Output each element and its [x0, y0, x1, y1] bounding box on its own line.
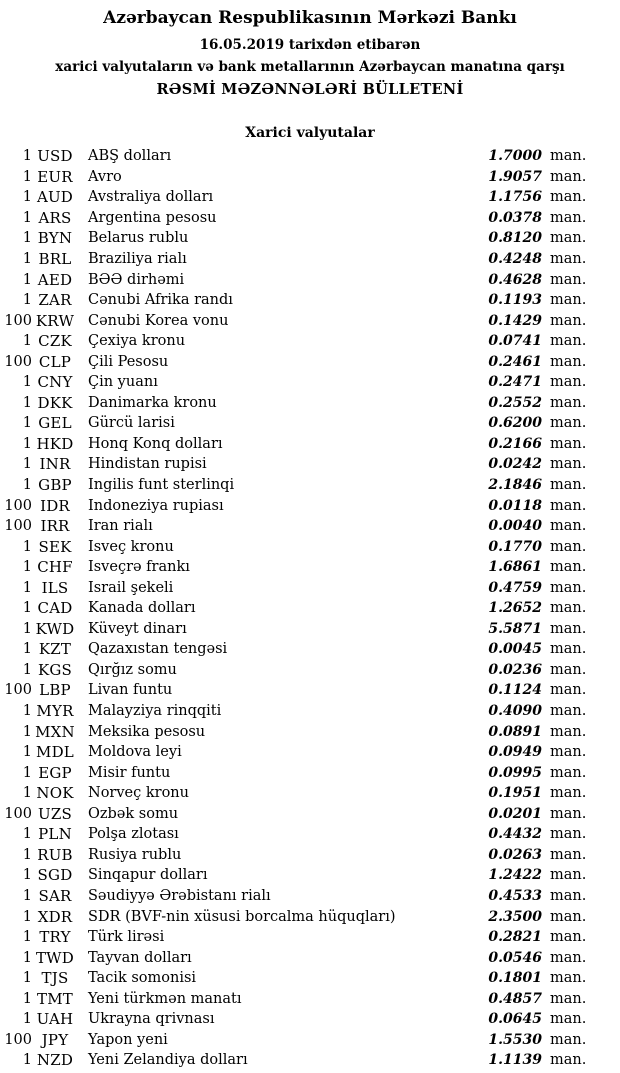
rate-qty: 1 [22, 189, 32, 206]
rate-qty: 1 [22, 846, 32, 863]
rate-unit: man. [550, 251, 587, 267]
currency-code: KWD [35, 619, 75, 638]
rate-qty: 1 [22, 209, 32, 226]
rates-table [0, 146, 620, 1071]
rate-unit: man. [550, 230, 587, 247]
table-row [4, 721, 587, 742]
rate-qty: 1 [22, 168, 32, 185]
rate-value: 0.0891 [488, 723, 542, 740]
currency-name: Özbək somu [88, 805, 179, 822]
rate-value: 0.1801 [488, 970, 542, 987]
currency-code: IDR [40, 496, 70, 515]
rate-value: 2.3500 [488, 908, 542, 925]
rate-value: 0.0040 [488, 518, 542, 535]
rate-unit: man. [550, 559, 587, 576]
currency-name: İndoneziya rupiası [88, 497, 224, 514]
table-row [4, 269, 587, 290]
rate-value: 0.4857 [488, 990, 542, 1007]
rate-value: 0.4759 [488, 579, 542, 596]
rate-qty: 100 [4, 1031, 32, 1048]
rate-qty: 100 [4, 518, 32, 535]
rate-qty: 1 [22, 990, 32, 1007]
rate-qty: 100 [4, 682, 32, 699]
currency-name: Moldova leyi [88, 744, 182, 761]
rate-unit: man. [550, 641, 587, 658]
currency-code: XDR [37, 907, 73, 926]
currency-name: Norveç kronu [88, 785, 189, 802]
currency-name: Livan funtu [88, 682, 173, 699]
section-title-foreign-currencies: Xarici valyutalar [245, 125, 375, 141]
rate-unit: man. [550, 949, 587, 966]
currency-name: Tayvan dolları [88, 949, 192, 966]
rate-value: 0.1770 [488, 538, 542, 555]
currency-code: IRR [40, 517, 70, 536]
rate-value: 1.9057 [488, 168, 542, 185]
rate-qty: 1 [22, 559, 32, 576]
rate-qty: 1 [22, 230, 32, 247]
currency-code: EUR [37, 167, 73, 186]
table-row [4, 804, 587, 825]
rate-value: 0.0546 [488, 949, 542, 966]
rate-value: 0.0236 [488, 661, 542, 678]
table-row [4, 886, 587, 907]
rate-qty: 1 [22, 744, 32, 761]
rate-value: 2.1846 [488, 477, 542, 494]
rate-qty: 1 [22, 579, 32, 596]
rate-qty: 1 [22, 394, 32, 411]
rate-value: 0.4533 [488, 887, 542, 904]
currency-name: Braziliya rialı [88, 251, 187, 267]
currency-code: TJS [41, 969, 69, 988]
table-row [4, 824, 587, 845]
currency-name: Ukrayna qrivnası [88, 1011, 215, 1028]
rate-qty: 1 [22, 887, 32, 904]
rate-unit: man. [550, 990, 587, 1007]
table-row [4, 187, 587, 208]
table-row [4, 536, 587, 557]
rate-unit: man. [550, 620, 587, 637]
rate-qty: 100 [4, 312, 32, 329]
rate-unit: man. [550, 929, 587, 946]
rate-qty: 100 [4, 497, 32, 514]
currency-name: Çexiya kronu [88, 333, 186, 350]
table-row [4, 290, 587, 311]
currency-name: Səudiyyə Ərəbistanı rialı [88, 887, 271, 904]
currency-name: Gürcü larisi [88, 415, 175, 432]
table-row [4, 639, 587, 660]
rate-unit: man. [550, 764, 587, 781]
rate-unit: man. [550, 477, 587, 494]
rate-unit: man. [550, 785, 587, 802]
currency-name: Avstraliya dolları [88, 189, 214, 206]
currency-name: Belarus rublu [88, 230, 189, 247]
table-row [4, 557, 587, 578]
table-row [4, 988, 587, 1009]
rate-unit: man. [550, 1052, 587, 1069]
currency-code: NOK [36, 784, 74, 803]
table-row [4, 331, 587, 352]
currency-code: SGD [37, 866, 73, 885]
currency-code: DKK [37, 393, 73, 412]
rate-value: 0.0263 [488, 846, 542, 863]
currency-code: TWD [35, 948, 75, 967]
table-row [4, 968, 587, 989]
currency-code: TMT [37, 989, 73, 1008]
table-row [4, 516, 587, 537]
rate-unit: man. [550, 271, 587, 288]
rate-qty: 1 [22, 620, 32, 637]
rate-value: 0.0118 [488, 497, 542, 514]
currency-name: Cənubi Afrika randı [88, 292, 233, 309]
rate-qty: 1 [22, 764, 32, 781]
rate-unit: man. [550, 887, 587, 904]
table-row [4, 1009, 587, 1030]
table-row [4, 413, 587, 434]
rate-value: 1.5530 [488, 1031, 542, 1048]
rate-unit: man. [550, 867, 587, 884]
currency-code: BRL [38, 250, 72, 268]
currency-name: Cənubi Korea vonu [88, 312, 229, 329]
rate-value: 0.2471 [488, 374, 542, 391]
rate-qty: 1 [22, 949, 32, 966]
currency-name: Argentina pesosu [88, 209, 217, 226]
table-row [4, 598, 587, 619]
currency-code: KRW [35, 311, 75, 330]
currency-name: Honq Konq dolları [88, 435, 223, 452]
currency-code: INR [39, 455, 71, 474]
currency-code: NZD [36, 1051, 74, 1070]
currency-name: Rusiya rublu [88, 846, 182, 863]
rate-unit: man. [550, 805, 587, 822]
currency-code: CLP [38, 352, 72, 371]
currency-code: HKD [36, 434, 74, 453]
currency-code: TRY [39, 928, 71, 947]
rate-qty: 1 [22, 785, 32, 802]
rate-value: 0.0378 [488, 209, 542, 226]
currency-name: Sinqapur dolları [88, 867, 208, 884]
table-row [4, 167, 587, 188]
currency-code: SEK [38, 537, 72, 556]
currency-code: USD [37, 147, 73, 166]
table-row [4, 906, 587, 927]
currency-code: MDL [36, 743, 74, 762]
rate-value: 0.0741 [488, 333, 542, 350]
rate-unit: man. [550, 148, 587, 165]
currency-name: Kanada dolları [88, 600, 196, 617]
bank-name-heading: Azərbaycan Respublikasının Mərkəzi Bankı [103, 8, 517, 28]
table-row [4, 372, 587, 393]
table-row [4, 228, 587, 249]
rate-value: 1.6861 [488, 559, 542, 576]
table-row [4, 146, 587, 167]
currency-code: KZT [38, 640, 72, 659]
rate-unit: man. [550, 353, 587, 370]
currency-code: CHF [37, 558, 73, 577]
rate-value: 1.2422 [488, 867, 542, 884]
table-row [4, 927, 587, 948]
currency-code: UAH [36, 1010, 74, 1029]
currency-name: Çin yuanı [88, 374, 158, 391]
rate-qty: 1 [22, 867, 32, 884]
currency-name: Misir funtu [88, 764, 171, 781]
rate-qty: 1 [22, 908, 32, 925]
table-row [4, 1030, 587, 1051]
currency-name: Polşa zlotası [88, 826, 179, 843]
table-row [4, 947, 587, 968]
rate-unit: man. [550, 682, 587, 699]
rate-value: 0.0045 [488, 641, 542, 658]
rate-value: 5.5871 [488, 620, 542, 637]
rate-value: 0.4090 [488, 703, 542, 720]
currency-code: CZK [38, 332, 72, 351]
rate-value: 0.1429 [488, 312, 542, 329]
currency-code: ARS [38, 208, 72, 227]
currency-name: Avro [88, 168, 122, 185]
rate-unit: man. [550, 1011, 587, 1028]
currency-name: Qazaxıstan tengəsi [88, 641, 228, 658]
rate-value: 1.1139 [488, 1052, 542, 1069]
rate-value: 0.0242 [488, 456, 542, 473]
rate-value: 0.1951 [488, 785, 542, 802]
rate-unit: man. [550, 846, 587, 863]
currency-name: Yapon yeni [88, 1031, 168, 1048]
rate-unit: man. [550, 970, 587, 987]
rate-unit: man. [550, 723, 587, 740]
bulletin-subtitle: xarici valyutaların və bank metallarının Azərbaycan manatına qarşı [55, 59, 565, 75]
currency-code: MYR [36, 702, 74, 721]
rate-value: 0.4248 [488, 251, 542, 267]
currency-name: ABŞ dolları [88, 148, 172, 165]
table-row [4, 208, 587, 229]
rate-value: 0.0645 [488, 1011, 542, 1028]
currency-name: İran rialı [88, 518, 153, 535]
rate-value: 0.0949 [488, 744, 542, 761]
rate-unit: man. [550, 435, 587, 452]
table-row [4, 393, 587, 414]
currency-name: Qırğız somu [88, 661, 177, 678]
currency-code: AUD [36, 188, 74, 207]
rate-qty: 1 [22, 1052, 32, 1069]
rate-unit: man. [550, 312, 587, 329]
rate-value: 0.1124 [488, 682, 542, 699]
rate-unit: man. [550, 374, 587, 391]
rate-qty: 1 [22, 929, 32, 946]
rate-value: 0.0995 [488, 764, 542, 781]
currency-code: CNY [37, 373, 73, 392]
rate-unit: man. [550, 415, 587, 432]
currency-code: GBP [38, 476, 72, 495]
currency-name: BƏƏ dirhəmi [88, 271, 185, 288]
currency-name: Danimarka kronu [88, 394, 217, 411]
currency-name: Küveyt dinarı [88, 620, 187, 637]
currency-code: GEL [38, 414, 72, 433]
currency-code: AED [37, 270, 73, 289]
table-row [4, 454, 587, 475]
rate-unit: man. [550, 538, 587, 555]
currency-code: ZAR [38, 291, 72, 310]
currency-code: RUB [37, 845, 73, 864]
rate-unit: man. [550, 908, 587, 925]
rate-unit: man. [550, 168, 587, 185]
rate-unit: man. [550, 600, 587, 617]
rate-unit: man. [550, 209, 587, 226]
rate-value: 0.4628 [488, 271, 542, 288]
rate-unit: man. [550, 394, 587, 411]
rate-value: 0.6200 [488, 415, 542, 432]
rate-value: 0.2552 [488, 394, 542, 411]
bulletin-title: RƏSMİ MƏZƏNNƏLƏRİ BÜLLETENİ [156, 81, 464, 98]
rate-unit: man. [550, 497, 587, 514]
rate-qty: 1 [22, 826, 32, 843]
currency-name: İngilis funt sterlinqi [88, 477, 235, 494]
table-row [4, 742, 587, 763]
rate-qty: 1 [22, 538, 32, 555]
rate-unit: man. [550, 1031, 587, 1048]
rate-qty: 1 [22, 251, 32, 267]
rate-unit: man. [550, 826, 587, 843]
rate-unit: man. [550, 661, 587, 678]
currency-code: SAR [38, 886, 72, 905]
currency-name: Çili Pesosu [88, 353, 169, 370]
table-row [4, 310, 587, 331]
effective-date-line: 16.05.2019 tarixdən etibarən [199, 37, 421, 53]
currency-code: KGS [37, 660, 73, 679]
currency-name: Türk lirəsi [88, 929, 165, 946]
table-row [4, 1050, 587, 1071]
rate-value: 0.2821 [488, 929, 542, 946]
currency-name: İsveç kronu [88, 538, 174, 555]
rate-qty: 1 [22, 661, 32, 678]
rate-unit: man. [550, 189, 587, 206]
rate-value: 0.1193 [488, 292, 542, 309]
currency-name: Tacik somonisi [88, 970, 197, 987]
currency-name: Yeni Zelandiya dolları [88, 1052, 248, 1069]
rate-qty: 100 [4, 805, 32, 822]
table-row [4, 701, 587, 722]
rate-qty: 1 [22, 703, 32, 720]
rate-qty: 1 [22, 1011, 32, 1028]
rate-value: 0.2461 [488, 353, 542, 370]
rate-value: 0.4432 [488, 826, 542, 843]
rate-qty: 1 [22, 600, 32, 617]
table-row [4, 577, 587, 598]
rate-value: 0.0201 [488, 805, 542, 822]
table-row [4, 434, 587, 455]
rate-qty: 1 [22, 435, 32, 452]
table-row [4, 762, 587, 783]
table-row [4, 783, 587, 804]
table-row [4, 845, 587, 866]
currency-name: İsveçrə frankı [88, 559, 190, 576]
rate-unit: man. [550, 333, 587, 350]
rate-qty: 1 [22, 641, 32, 658]
currency-name: SDR (BVF-nin xüsusi borcalma hüquqları) [88, 908, 396, 925]
rate-qty: 1 [22, 970, 32, 987]
rate-value: 1.7000 [488, 148, 542, 165]
rate-qty: 1 [22, 292, 32, 309]
table-row [4, 495, 587, 516]
currency-code: UZS [38, 804, 72, 823]
currency-code: PLN [38, 825, 72, 844]
currency-name: Malayziya rinqqiti [88, 703, 222, 720]
table-row [4, 865, 587, 886]
rate-value: 1.1756 [488, 189, 542, 206]
table-row [4, 680, 587, 701]
rate-value: 0.8120 [488, 230, 542, 247]
rate-unit: man. [550, 456, 587, 473]
currency-code: MXN [35, 722, 75, 741]
rate-value: 1.2652 [488, 600, 542, 617]
currency-code: ILS [41, 578, 69, 597]
currency-name: Meksika pesosu [88, 723, 206, 740]
rate-unit: man. [550, 744, 587, 761]
rate-unit: man. [550, 703, 587, 720]
rate-value: 0.2166 [488, 435, 542, 452]
table-row [4, 249, 587, 270]
currency-name: Hindistan rupisi [88, 456, 207, 473]
rate-qty: 1 [22, 271, 32, 288]
currency-name: İsrail şekeli [88, 579, 174, 596]
rate-qty: 1 [22, 415, 32, 432]
table-row [4, 660, 587, 681]
rate-unit: man. [550, 518, 587, 535]
currency-code: EGP [38, 763, 72, 782]
rate-qty: 1 [22, 477, 32, 494]
rate-unit: man. [550, 579, 587, 596]
currency-code: LBP [39, 681, 71, 700]
table-row [4, 475, 587, 496]
rate-qty: 100 [4, 353, 32, 370]
currency-code: BYN [37, 229, 73, 248]
rate-qty: 1 [22, 148, 32, 165]
table-row [4, 351, 587, 372]
rate-qty: 1 [22, 374, 32, 391]
currency-name: Yeni türkmən manatı [88, 990, 242, 1007]
currency-code: JPY [41, 1030, 69, 1049]
currency-code: CAD [37, 599, 73, 618]
rate-qty: 1 [22, 723, 32, 740]
rate-qty: 1 [22, 456, 32, 473]
table-row [4, 619, 587, 640]
rate-qty: 1 [22, 333, 32, 350]
rate-unit: man. [550, 292, 587, 309]
